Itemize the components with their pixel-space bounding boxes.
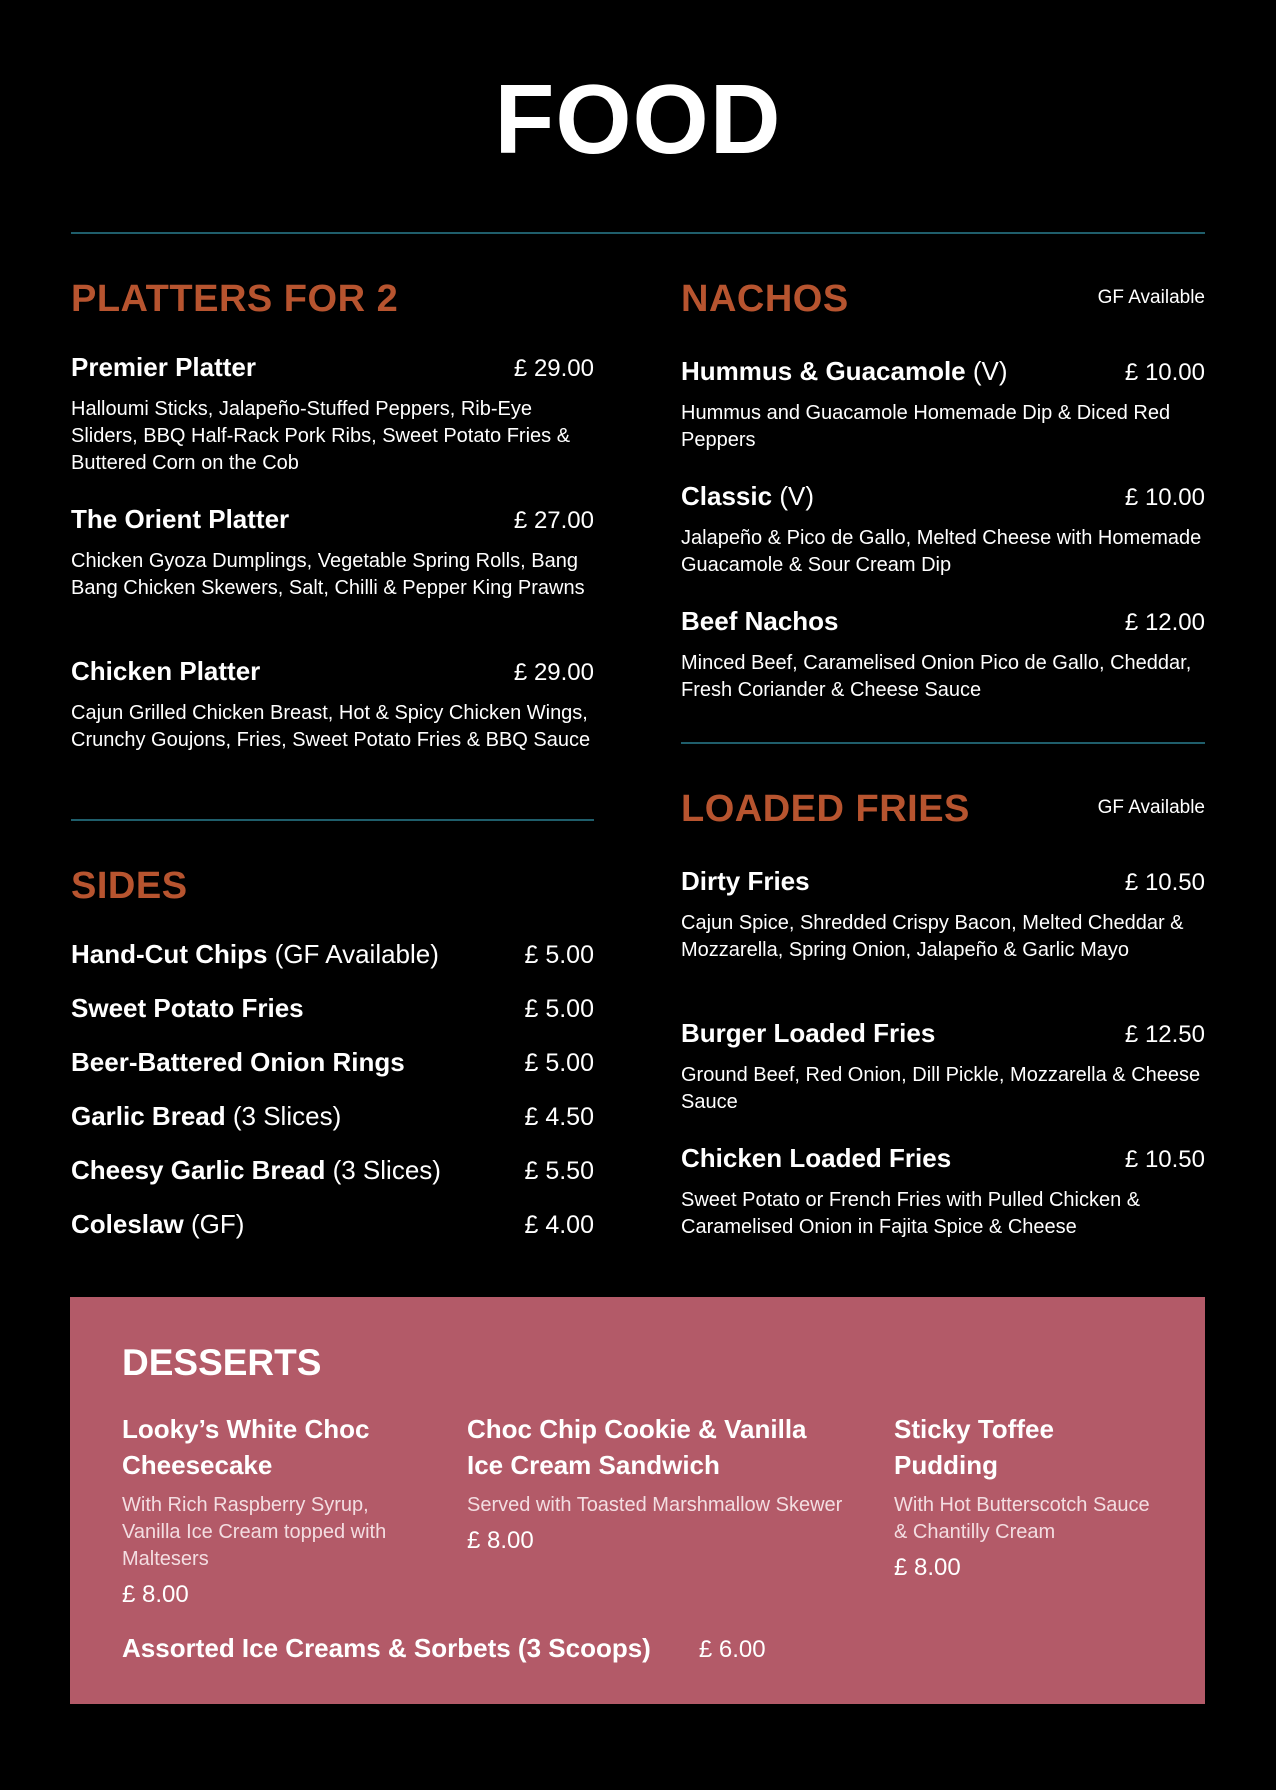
platter-item <box>71 352 594 477</box>
platters-title: PLATTERS FOR 2 <box>71 278 399 320</box>
item-description: Hummus and Guacamole Homemade Dip & Diced Red Peppers <box>681 401 1171 451</box>
divider <box>71 232 1205 234</box>
side-item <box>71 1101 594 1132</box>
item-price: £ 27.00 <box>513 507 594 534</box>
item-name: Hummus & Guacamole <box>681 356 966 386</box>
gf-available-note: GF Available <box>1097 797 1205 818</box>
dessert-price: £ 8.00 <box>122 1581 189 1608</box>
item-qualifier: (GF) <box>190 1209 245 1239</box>
assorted-ice-creams <box>122 1630 766 1666</box>
item-name: Garlic Bread <box>71 1101 226 1131</box>
item-description: Cajun Grilled Chicken Breast, Hot & Spicy Chicken Wings, Crunchy Goujons, Fries, Sweet Potato Fries & BBQ Sauce <box>71 701 591 751</box>
item-price: £ 29.00 <box>513 355 594 382</box>
item-description: Chicken Gyoza Dumplings, Vegetable Spring Rolls, Bang Bang Chicken Skewers, Salt, Chilli & Pepper King Prawns <box>71 549 585 599</box>
item-description: Ground Beef, Red Onion, Dill Pickle, Mozzarella & Cheese Sauce <box>681 1063 1201 1113</box>
divider <box>681 742 1205 744</box>
item-name: Classic <box>681 481 773 511</box>
dessert-item <box>894 1411 1164 1583</box>
item-price: £ 5.00 <box>524 1049 594 1077</box>
loaded-fries-title: LOADED FRIES <box>681 788 970 830</box>
nachos-item <box>681 356 1205 454</box>
desserts-title: DESSERTS <box>122 1342 322 1383</box>
item-description: Cajun Spice, Shredded Crispy Bacon, Melted Cheddar & Mozzarella, Spring Onion, Jalapeño & Garlic Mayo <box>681 911 1184 961</box>
dessert-description: Served with Toasted Marshmallow Skewer <box>467 1494 843 1516</box>
item-name: Coleslaw <box>71 1209 184 1239</box>
item-price: £ 5.00 <box>524 995 594 1023</box>
item-name: Beef Nachos <box>681 606 839 636</box>
item-price: £ 12.50 <box>1124 1021 1205 1048</box>
dessert-description: With Rich Raspberry Syrup, Vanilla Ice Cream topped with Maltesers <box>122 1494 387 1570</box>
item-name: Hand-Cut Chips <box>71 939 268 969</box>
dessert-price: £ 6.00 <box>698 1636 766 1663</box>
dessert-description: With Hot Butterscotch Sauce & Chantilly Cream <box>894 1494 1150 1543</box>
side-item <box>71 1155 594 1186</box>
dessert-item <box>122 1411 412 1610</box>
dessert-name: Choc Chip Cookie & Vanilla Ice Cream Sandwich <box>467 1414 807 1480</box>
dessert-price: £ 8.00 <box>894 1554 961 1581</box>
item-price: £ 4.50 <box>524 1103 594 1131</box>
item-name: Chicken Platter <box>71 656 261 686</box>
item-name: Chicken Loaded Fries <box>681 1143 952 1173</box>
item-price: £ 4.00 <box>524 1211 594 1239</box>
item-qualifier: (3 Slices) <box>232 1101 342 1131</box>
item-price: £ 10.50 <box>1124 869 1205 896</box>
item-name: Premier Platter <box>71 352 256 382</box>
item-name: Burger Loaded Fries <box>681 1018 936 1048</box>
item-price: £ 12.00 <box>1124 609 1205 636</box>
item-description: Sweet Potato or French Fries with Pulled Chicken & Caramelised Onion in Fajita Spice & Cheese <box>681 1188 1141 1238</box>
item-price: £ 10.00 <box>1124 359 1205 386</box>
loaded-fries-item <box>681 1018 1205 1116</box>
loaded-fries-item <box>681 866 1205 964</box>
item-qualifier: (V) <box>779 481 814 511</box>
item-name: Sweet Potato Fries <box>71 993 304 1023</box>
item-name: Beer-Battered Onion Rings <box>71 1047 405 1077</box>
sides-title: SIDES <box>71 865 188 907</box>
loaded-fries-item <box>681 1143 1205 1241</box>
item-description: Jalapeño & Pico de Gallo, Melted Cheese with Homemade Guacamole & Sour Cream Dip <box>681 526 1202 576</box>
item-price: £ 5.50 <box>524 1157 594 1185</box>
desserts-panel <box>70 1297 1205 1704</box>
item-description: Halloumi Sticks, Jalapeño-Stuffed Peppers, Rib-Eye Sliders, BBQ Half-Rack Pork Ribs, Sweet Potato Fries & Buttered Corn on the Cob <box>71 397 571 474</box>
platter-item <box>71 656 594 754</box>
item-price: £ 29.00 <box>513 659 594 686</box>
dessert-price: £ 8.00 <box>467 1527 534 1554</box>
side-item <box>71 993 594 1024</box>
nachos-item <box>681 606 1205 704</box>
platter-item <box>71 504 594 602</box>
side-item <box>71 939 594 970</box>
item-name: Dirty Fries <box>681 866 810 896</box>
dessert-name: Assorted Ice Creams & Sorbets (3 Scoops) <box>122 1633 651 1663</box>
dessert-name: Looky’s White Choc Cheesecake <box>122 1414 370 1480</box>
item-name: The Orient Platter <box>71 504 290 534</box>
item-description: Minced Beef, Caramelised Onion Pico de Gallo, Cheddar, Fresh Coriander & Cheese Sauce <box>681 651 1192 701</box>
item-price: £ 10.00 <box>1124 484 1205 511</box>
item-name: Cheesy Garlic Bread <box>71 1155 326 1185</box>
item-price: £ 5.00 <box>524 941 594 969</box>
item-qualifier: (3 Slices) <box>332 1155 441 1185</box>
side-item <box>71 1209 594 1240</box>
side-item <box>71 1047 594 1078</box>
item-qualifier: (V) <box>972 356 1008 386</box>
nachos-item <box>681 481 1205 579</box>
item-qualifier: (GF Available) <box>274 939 439 969</box>
dessert-name: Sticky Toffee Pudding <box>894 1414 1054 1480</box>
nachos-title: NACHOS <box>681 278 849 320</box>
divider <box>71 819 594 821</box>
dessert-item <box>467 1411 847 1556</box>
item-price: £ 10.50 <box>1124 1146 1205 1173</box>
menu-title: FOOD <box>494 64 782 174</box>
gf-available-note: GF Available <box>1097 287 1205 308</box>
